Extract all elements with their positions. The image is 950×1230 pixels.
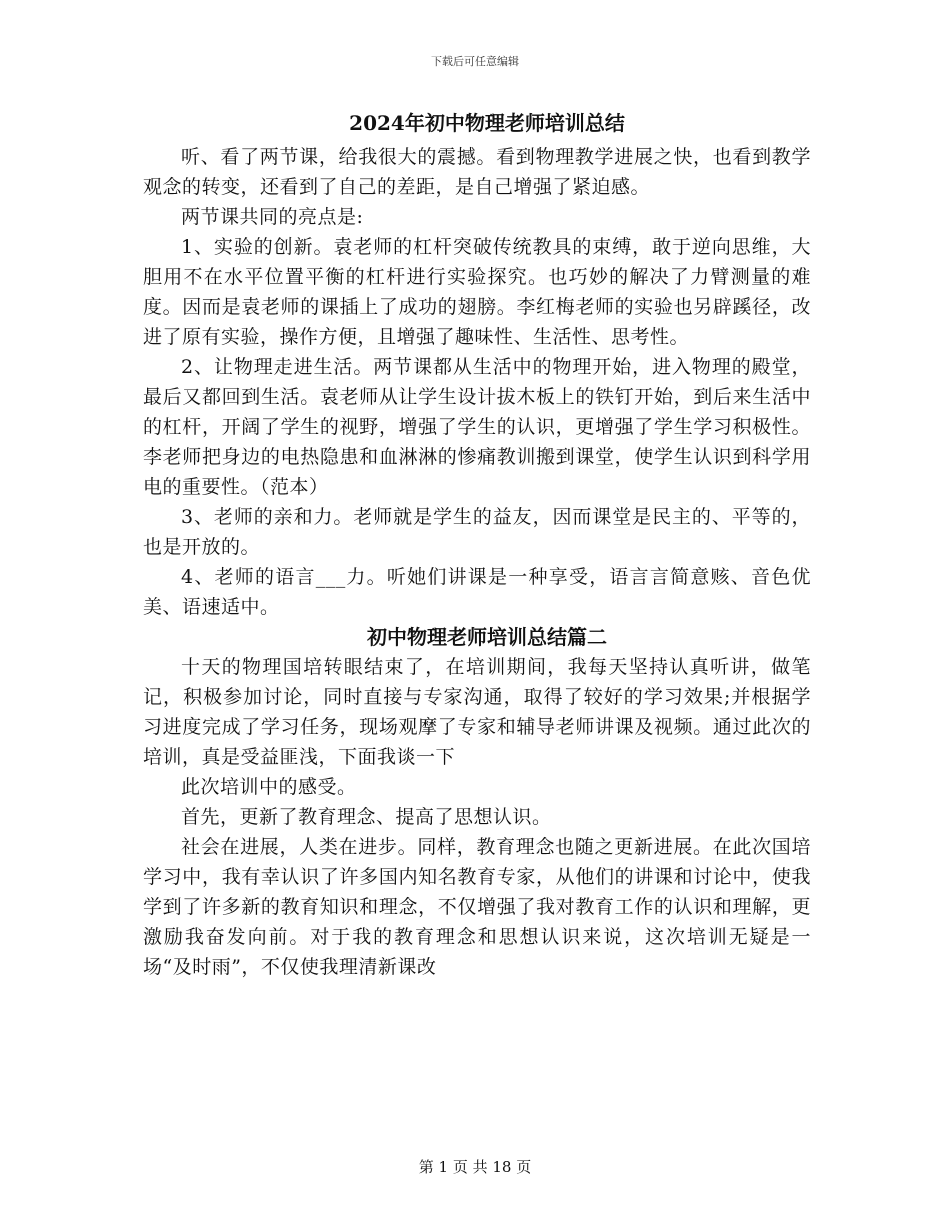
paragraph: 1、实验的创新。袁老师的杠杆突破传统教具的束缚，敢于逆向思维，大胆用不在水平位置平衡的杠杆进行实验探究。也巧妙的解决了力臂测量的难度。因而是袁老师的课插上了成功的翅膀。李红梅老师的实验也另辟蹊径，改进了原有实验，操作方便，且增强了趣味性、生活性、思考性。	[143, 236, 811, 348]
page-footer: 第 1 页 共 18 页	[418, 1158, 532, 1176]
paragraph: 十天的物理国培转眼结束了，在培训期间，我每天坚持认真听讲，做笔记，积极参加讨论，同时直接与专家沟通，取得了较好的学习效果;并根据学习进度完成了学习任务，现场观摩了专家和辅导老师讲课及视频。通过此次的培训，真是受益匪浅，下面我谈一下	[143, 656, 811, 768]
paragraph: 3、老师的亲和力。老师就是学生的益友，因而课堂是民主的、平等的，也是开放的。	[143, 506, 811, 558]
paragraph: 首先，更新了教育理念、提高了思想认识。	[181, 806, 552, 828]
section-title: 初中物理老师培训总结篇二	[367, 625, 607, 649]
document-title: 2024年初中物理老师培训总结	[349, 111, 625, 135]
document-body	[143, 106, 811, 982]
paragraph: 此次培训中的感受。	[181, 776, 357, 798]
paragraph: 4、老师的语言___力。听她们讲课是一种享受，语言言简意赅、音色优美、语速适中。	[143, 566, 811, 618]
paragraph: 两节课共同的亮点是:	[181, 206, 364, 228]
paragraph: 社会在进展，人类在进步。同样，教育理念也随之更新进展。在此次国培学习中，我有幸认识了许多国内知名教育专家，从他们的讲课和讨论中，使我学到了许多新的教育知识和理念，不仅增强了我对教育工作的认识和理解，更激励我奋发向前。对于我的教育理念和思想认识来说，这次培训无疑是一场“及时雨”，不仅使我理清新课改	[143, 836, 811, 978]
paragraph: 听、看了两节课，给我很大的震撼。看到物理教学进展之快，也看到教学观念的转变，还看到了自己的差距，是自己增强了紧迫感。	[143, 146, 811, 198]
paragraph: 2、让物理走进生活。两节课都从生活中的物理开始，进入物理的殿堂，最后又都回到生活。袁老师从让学生设计拔木板上的铁钉开始，到后来生活中的杠杆，开阔了学生的视野，增强了学生的认识，更增强了学生学习积极性。李老师把身边的电热隐患和血淋淋的惨痛教训搬到课堂，使学生认识到科学用电的重要性。（范本）	[143, 356, 811, 498]
header-note: 下载后可任意编辑	[431, 55, 519, 68]
